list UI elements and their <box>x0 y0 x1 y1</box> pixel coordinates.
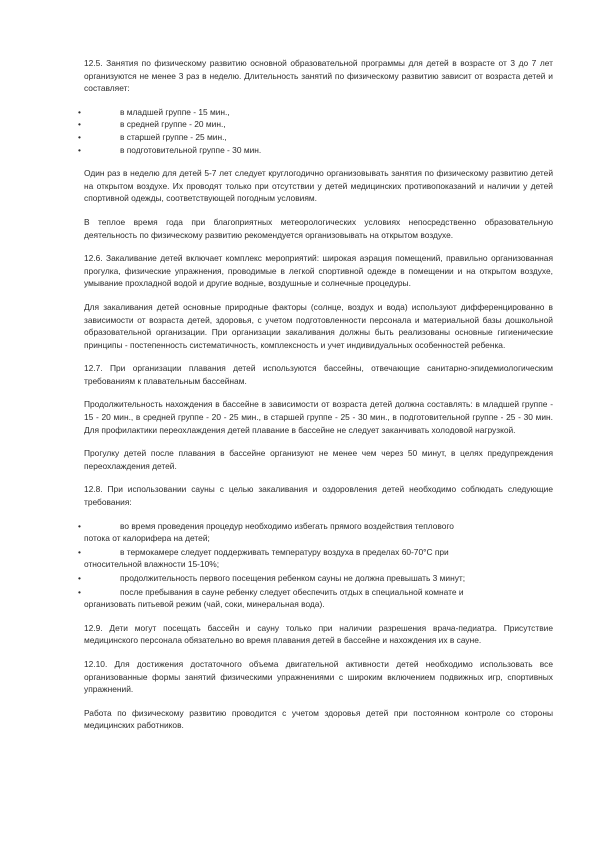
paragraph-walk-after-pool: Прогулку детей после плавания в бассейне организуют не менее чем через 50 минут, в целях предупреждения переохлаждения детей. <box>84 448 553 471</box>
bullet-icon: • <box>78 106 81 117</box>
bullet-icon: • <box>78 520 81 531</box>
list-item: • продолжительность первого посещения ребенком сауны не должна превышать 3 минут; <box>78 573 466 583</box>
paragraph-hardening: Для закаливания детей основные природные факторы (солнце, воздух и вода) используют дифференцированно в зависимости от возраста детей, здоровья, с учетом подготовленности персонала и материальной базы дошкольной образовательной организации. При организации закаливания должны быть реализованы основные гигиенические принципы - постепенность систематичность, комплексность и учет индивидуальных особенностей ребенка. <box>84 301 553 350</box>
bullet-icon: • <box>78 131 81 142</box>
paragraph-warm-season: В теплое время года при благоприятных метеорологических условиях непосредственно образовательную деятельность по физическому развитию рекомендуется организовывать на открытом воздухе. <box>84 216 553 240</box>
list-item: • в младшей группе - 15 мин., <box>78 106 230 117</box>
list-item: • в термокамере следует поддерживать температуру воздуха в пределах 60-70°С при относительной влажности 15-10%; <box>78 546 449 570</box>
bullet-icon: • <box>78 573 81 583</box>
paragraph-12-5: 12.5. Занятия по физическому развитию основной образовательной программы для детей в возрасте от 3 до 7 лет организуются не менее 3 раз в неделю. Длительность занятий по физическому развитию зависит от возраста детей и составляет: <box>84 58 553 94</box>
list-item: • в старшей группе - 25 мин., <box>78 131 227 142</box>
sauna-requirements-list <box>78 520 553 611</box>
list-item: • после пребывания в сауне ребенку следует обеспечить отдых в специальной комнате и организовать питьевой режим (чай, соки, минеральная вода). <box>78 586 464 610</box>
bullet-icon: • <box>78 144 81 155</box>
list-item: • в подготовительной группе - 30 мин. <box>78 144 262 155</box>
paragraph-12-6: 12.6. Закаливание детей включает комплекс мероприятий: широкая аэрация помещений, правильно организованная прогулка, физические упражнения, проводимые в легкой спортивной одежде в помещении и на открытом воздухе, умывание прохладной водой и другие водные, воздушные и солнечные процедуры. <box>84 253 553 289</box>
paragraph-12-7: 12.7. При организации плавания детей используются бассейны, отвечающие санитарно-эпидемиологическим требованиям к плавательным бассейнам. <box>84 363 553 386</box>
list-item: • в средней группе - 20 мин., <box>78 119 226 130</box>
duration-list <box>78 106 553 156</box>
paragraph-pool-duration: Продолжительность нахождения в бассейне в зависимости от возраста детей должна составлять: в младшей группе - 15 - 20 мин., в средней группе - 20 - 25 мин., в старшей группе - 25 - 30 мин., в подготовительной группе - 25 - 30 мин. Для профилактики переохлаждения детей плавание в бассейне не следует заканчивать холодовой нагрузкой. <box>84 399 553 435</box>
paragraph-12-10: 12.10. Для достижения достаточного объема двигательной активности детей необходимо использовать все организованные формы занятий физическими упражнениями с широким включением подвижных игр, спортивных упражнений. <box>84 658 553 695</box>
paragraph-medical-control: Работа по физическому развитию проводится с учетом здоровья детей при постоянном контроле со стороны медицинских работников. <box>84 707 553 731</box>
list-item: • во время проведения процедур необходимо избегать прямого воздействия теплового потока от калорифера на детей; <box>78 520 454 544</box>
bullet-icon: • <box>78 586 81 597</box>
bullet-icon: • <box>78 546 81 557</box>
paragraph-12-9: 12.9. Дети могут посещать бассейн и сауну только при наличии разрешения врача-педиатра. Присутствие медицинского персонала обязательно во время плавания детей в бассейне и нахождения их в сауне. <box>84 622 553 646</box>
paragraph-outdoor: Один раз в неделю для детей 5-7 лет следует круглогодично организовывать занятия по физическому развитию детей на открытом воздухе. Их проводят только при отсутствии у детей медицинских противопоказаний и наличии у детей спортивной одежды, соответствующей погодным условиям. <box>84 168 553 204</box>
bullet-icon: • <box>78 119 81 130</box>
paragraph-12-8: 12.8. При использовании сауны с целью закаливания и оздоровления детей необходимо соблюдать следующие требования: <box>84 484 553 508</box>
